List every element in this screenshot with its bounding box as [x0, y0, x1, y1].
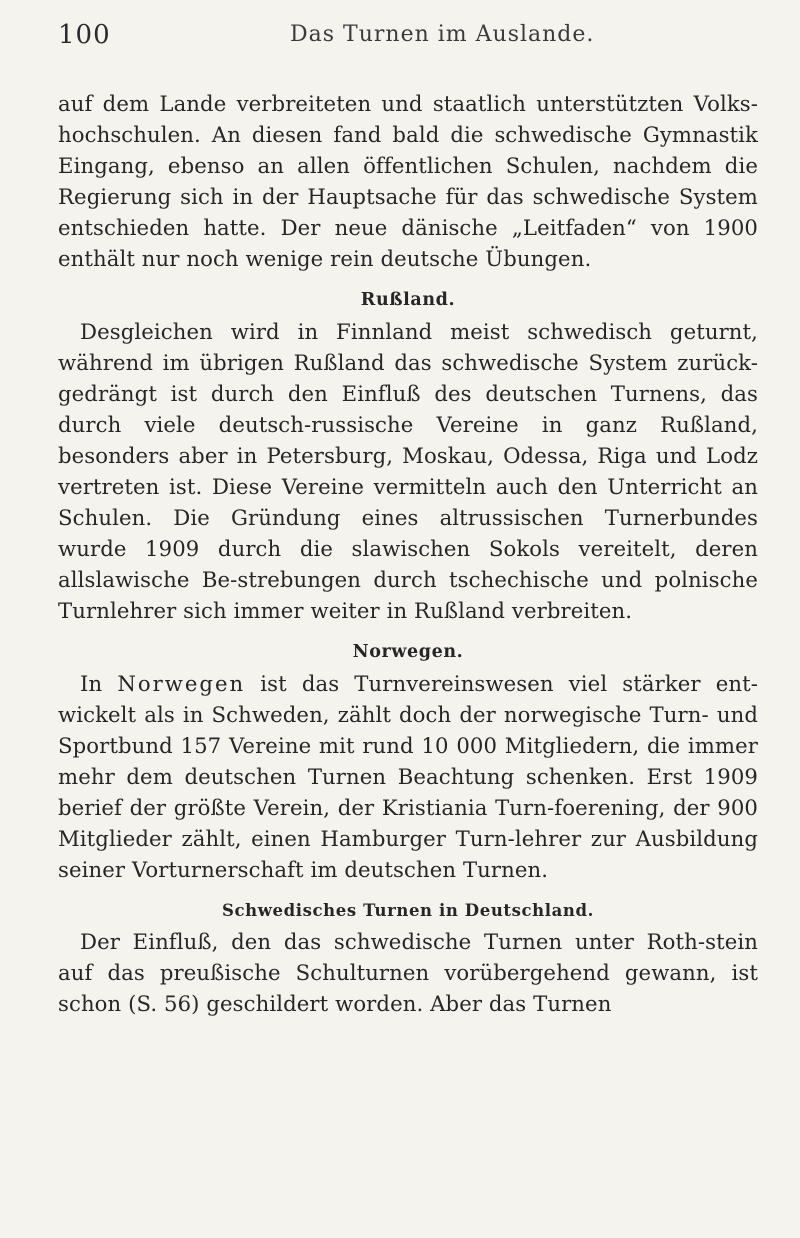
intro-paragraph: auf dem Lande verbreiteten und staatlich unterstützten Volks-hochschulen. An diesen fand bald die schwedische Gymnastik Eingang, ebenso an allen öffentlichen Schulen, nachdem die Regierung sich in der Hauptsache für das schwedische System entschieden hatte. Der neue dänische „Leitfaden“ von 1900 enthält nur noch wenige rein deutsche Übungen. — [58, 91, 758, 271]
section-heading-russland: Rußland. — [360, 290, 456, 310]
page-header — [58, 14, 758, 58]
running-head: Das Turnen im Auslande. — [290, 22, 595, 47]
section-heading-norwegen: Norwegen. — [352, 642, 464, 662]
norwegen-emphasis: Norwegen — [117, 671, 246, 696]
section-heading-schwedisches-turnen: Schwedisches Turnen in Deutschland. — [221, 901, 595, 920]
norwegen-paragraph-body: ist das Turnvereinswesen viel stärker ent-wickelt als in Schweden, zählt doch der norwegische Turn- und Sportbund 157 Vereine mit rund 10 000 Mitgliedern, die immer mehr dem deutschen Turnen Beachtung schenken. Erst 1909 berief der größte Verein, der Kristiania Turn-foerening, der 900 Mitglieder zählt, einen Hamburger Turn-lehrer zur Ausbildung seiner Vorturnerschaft im deutschen Turnen. — [58, 671, 758, 882]
book-page — [58, 14, 758, 1019]
page-number: 100 — [58, 20, 111, 50]
norwegen-paragraph — [58, 668, 758, 885]
schwedisches-turnen-paragraph: Der Einfluß, den das schwedische Turnen unter Roth-stein auf das preußische Schulturnen vorübergehend gewann, ist schon (S. 56) geschildert worden. Aber das Turnen — [58, 929, 758, 1016]
norwegen-paragraph-prefix: In — [80, 671, 118, 696]
russland-paragraph: Desgleichen wird in Finnland meist schwedisch geturnt, während im übrigen Rußland das schwedische System zurück-gedrängt ist durch den Einfluß des deutschen Turnens, das durch viele deutsch-russische Vereine in ganz Rußland, besonders aber in Petersburg, Moskau, Odessa, Riga und Lodz vertreten ist. Diese Vereine vermitteln auch den Unterricht an Schulen. Die Gründung eines altrussischen Turnerbundes wurde 1909 durch die slawischen Sokols vereitelt, deren allslawische Be-strebungen durch tschechische und polnische Turnlehrer sich immer weiter in Rußland verbreiten. — [58, 319, 758, 623]
